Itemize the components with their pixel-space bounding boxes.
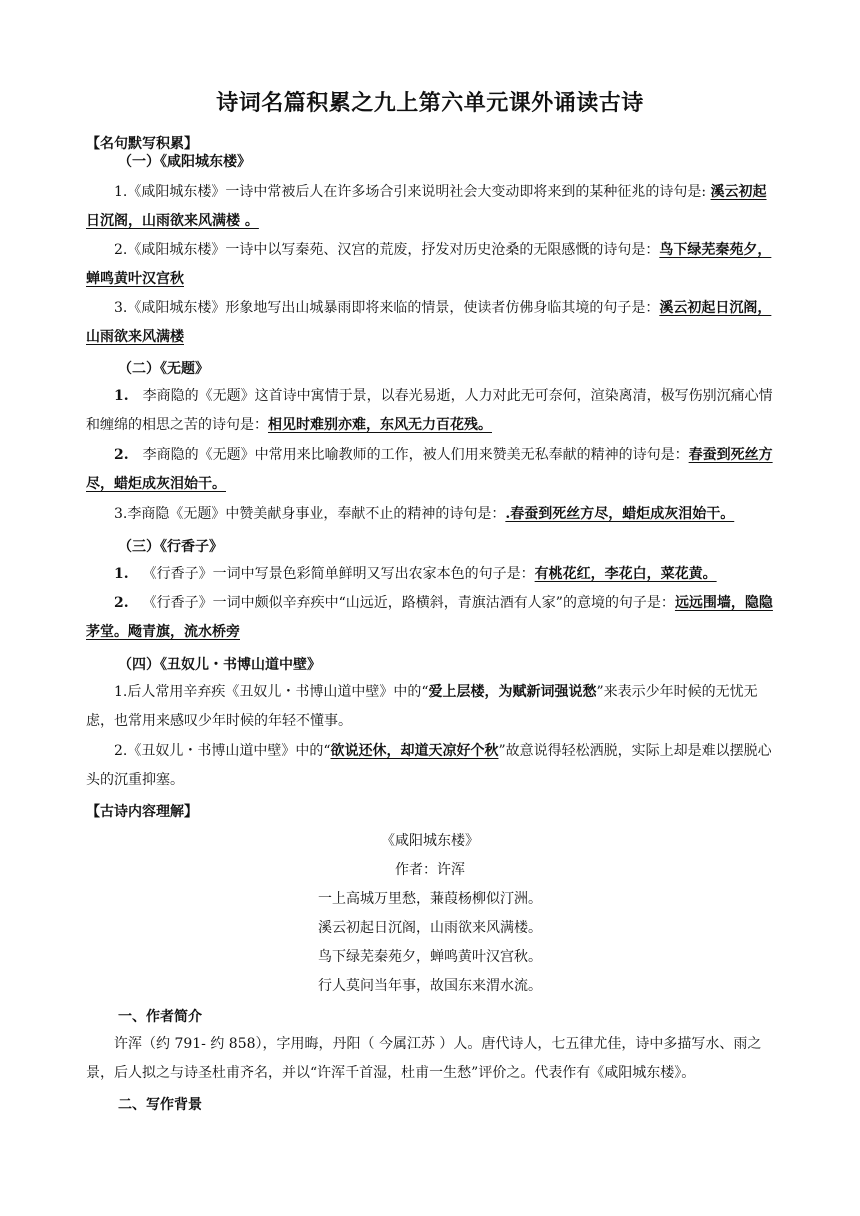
heading-background: 二、写作背景 (118, 1097, 202, 1113)
subheading-wuti: （二）《无题》 (118, 361, 209, 377)
page-title: 诗词名篇积累之九上第六单元课外诵读古诗 (216, 90, 644, 116)
answer: 溪云初起日沉阁，山雨欲来风满楼 (86, 300, 772, 345)
answer: 有桃花红，李花白，菜花黄。 (534, 566, 717, 582)
question-3-2: 2. 《行香子》一词中颇似辛弃疾中“山远近，路横斜，青旗沽酒有人家”的意境的句子是：远远围墙，隐隐茅堂。飏青旗，流水桥旁 (86, 595, 773, 640)
answer: 鸟下绿芜秦苑夕，蝉鸣黄叶汉宫秋 (86, 242, 772, 287)
question-4-2: 2.《丑奴儿・书博山道中壁》中的“欲说还休，却道天凉好个秋”故意说得轻松洒脱，实际上却是难以摆脱心头的沉重抑塞。 (86, 743, 772, 788)
subheading-chounuer: （四）《丑奴儿・书博山道中壁》 (118, 657, 321, 673)
poem-author: 作者：许浑 (395, 862, 465, 878)
answer: 远远围墙，隐隐茅堂。飏青旗，流水桥旁 (86, 595, 773, 640)
poem-line: 溪云初起日沉阁，山雨欲来风满楼。 (318, 920, 542, 936)
answer: .春蚕到死丝方尽，蜡炬成灰泪始干。 (505, 506, 735, 522)
answer: 溪云初起日沉阁，山雨欲来风满楼 。 (86, 184, 767, 229)
question-1-3: 3.《咸阳城东楼》形象地写出山城暴雨即将来临的情景，使读者仿佛身临其境的句子是：溪云初起日沉阁，山雨欲来风满楼 (86, 300, 772, 345)
section-heading-understanding: 【古诗内容理解】 (86, 804, 198, 820)
poem-line: 一上高城万里愁，蒹葭杨柳似汀洲。 (318, 891, 542, 907)
question-2-3: 3.李商隐《无题》中赞美献身事业，奉献不止的精神的诗句是：.春蚕到死丝方尽，蜡炬成灰泪始干。 (114, 506, 735, 522)
question-3-1: 1. 《行香子》一词中写景色彩简单鲜明又写出农家本色的句子是：有桃花红，李花白，菜花黄。 (114, 566, 717, 582)
poem-line: 鸟下绿芜秦苑夕，蝉鸣黄叶汉宫秋。 (318, 949, 542, 965)
question-4-1: 1.后人常用辛弃疾《丑奴儿・书博山道中壁》中的“爱上层楼，为赋新词强说愁”来表示少年时候的无忧无虑，也常用来感叹少年时候的年轻不懂事。 (86, 684, 758, 729)
subheading-xianyang: （一）《咸阳城东楼》 (118, 154, 251, 170)
question-2-2: 2. 李商隐的《无题》中常用来比喻教师的工作，被人们用来赞美无私奉献的精神的诗句是：春蚕到死丝方尽，蜡炬成灰泪始干。 (86, 447, 773, 492)
answer: 爱上层楼，为赋新词强说愁 (428, 684, 597, 700)
answer: 相见时难别亦难，东风无力百花残。 (268, 417, 492, 433)
question-2-1: 1. 李商隐的《无题》这首诗中寓情于景，以春光易逝，人力对此无可奈何，渲染离清，极写伤别沉痛心情和缠绵的相思之苦的诗句是：相见时难别亦难，东风无力百花残。 (86, 388, 773, 433)
question-1-1: 1.《咸阳城东楼》一诗中常被后人在许多场合引来说明社会大变动即将来到的某种征兆的诗句是: 溪云初起日沉阁，山雨欲来风满楼 。 (86, 184, 767, 229)
answer: 欲说还休，却道天凉好个秋 (330, 743, 499, 759)
subheading-xingxiangzi: （三）《行香子》 (118, 539, 223, 555)
author-intro: 许浑（约 791- 约 858），字用晦，丹阳（ 今属江苏 ）人。唐代诗人，七五律尤佳，诗中多描写水、雨之景，后人拟之与诗圣杜甫齐名，并以“许浑千首湿，杜甫一生愁”评价之。代表作有《咸阳城东楼》。 (86, 1036, 762, 1081)
answer: 春蚕到死丝方尽，蜡炬成灰泪始干。 (86, 447, 773, 492)
poem-title: 《咸阳城东楼》 (381, 833, 479, 849)
heading-author-intro: 一、作者简介 (118, 1009, 202, 1025)
section-heading-recitation: 【名句默写积累】 (86, 136, 198, 152)
question-1-2: 2.《咸阳城东楼》一诗中以写秦苑、汉宫的荒废，抒发对历史沧桑的无限感慨的诗句是：鸟下绿芜秦苑夕，蝉鸣黄叶汉宫秋 (86, 242, 772, 287)
poem-line: 行人莫问当年事，故国东来渭水流。 (318, 978, 542, 994)
